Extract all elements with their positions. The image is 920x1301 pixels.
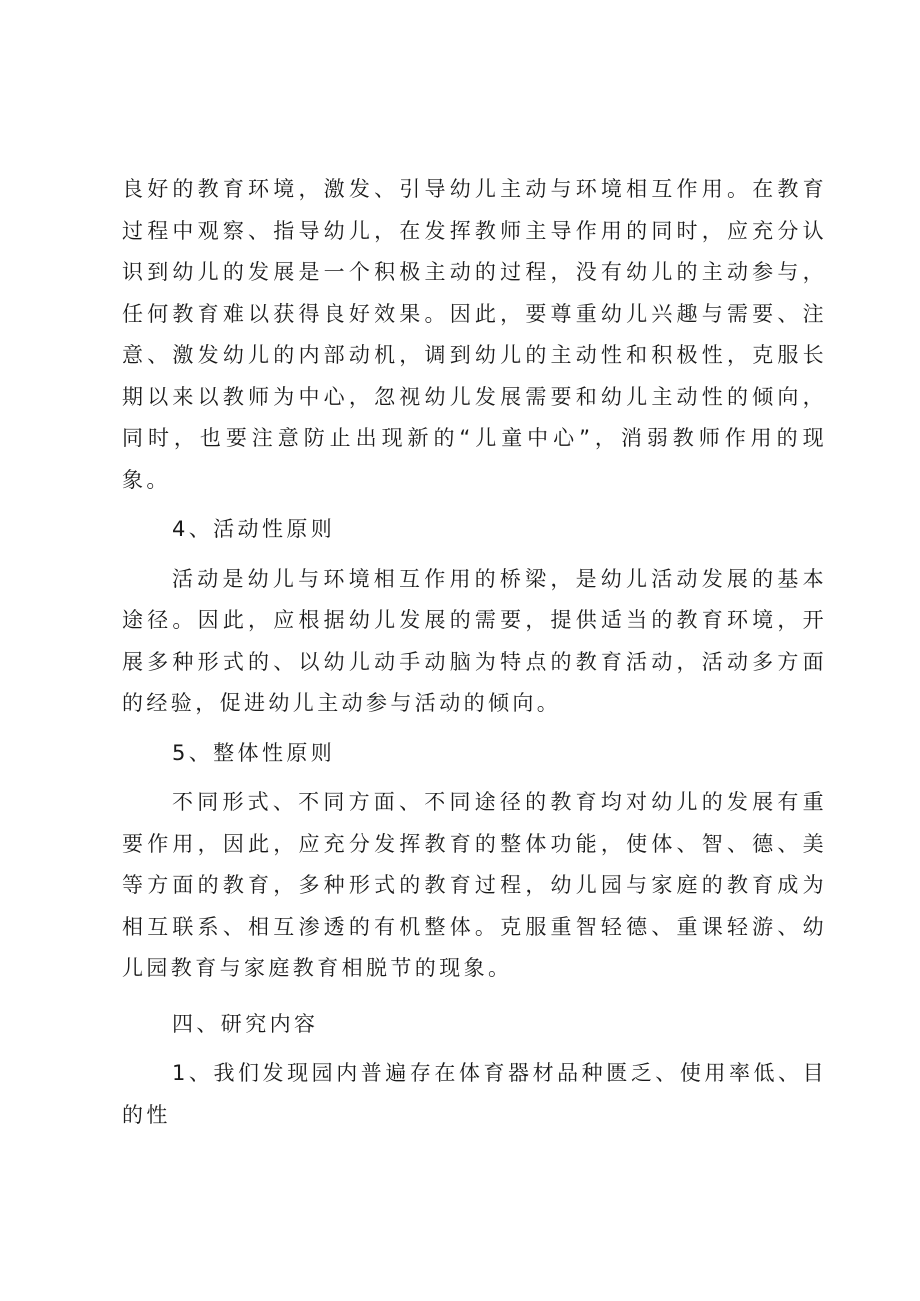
paragraph-research-item-1: 1、我们发现园内普遍存在体育器材品种匮乏、使用率低、目的性	[122, 1061, 827, 1127]
paragraph-continuation: 良好的教育环境，激发、引导幼儿主动与环境相互作用。在教育过程中观察、指导幼儿，在发挥教师主导作用的同时，应充分认识到幼儿的发展是一个积极主动的过程，没有幼儿的主动参与，任何教育难以获得良好效果。因此，要尊重幼儿兴趣与需要、注意、激发幼儿的内部动机，调到幼儿的主动性和积极性，克服长期以来以教师为中心，忽视幼儿发展需要和幼儿主动性的倾向，同时，也要注意防止出现新的“儿童中心”，消弱教师作用的现象。	[122, 177, 827, 492]
heading-integrity-principle: 5、整体性原则	[172, 740, 336, 765]
document-body	[122, 169, 827, 1136]
paragraph-activity-principle: 活动是幼儿与环境相互作用的桥梁，是幼儿活动发展的基本途径。因此，应根据幼儿发展的需要，提供适当的教育环境，开展多种形式的、以幼儿动手动脑为特点的教育活动，活动多方面的经验，促进幼儿主动参与活动的倾向。	[122, 566, 827, 715]
heading-activity-principle: 4、活动性原则	[172, 517, 336, 541]
paragraph-integrity-principle: 不同形式、不同方面、不同途径的教育均对幼儿的发展有重要作用，因此，应充分发挥教育的整体功能，使体、智、德、美等方面的教育，多种形式的教育过程，幼儿园与家庭的教育成为相互联系、相互渗透的有机整体。克服重智轻德、重课轻游、幼儿园教育与家庭教育相脱节的现象。	[122, 790, 827, 980]
section-heading-research-content: 四、研究内容	[172, 1011, 319, 1036]
